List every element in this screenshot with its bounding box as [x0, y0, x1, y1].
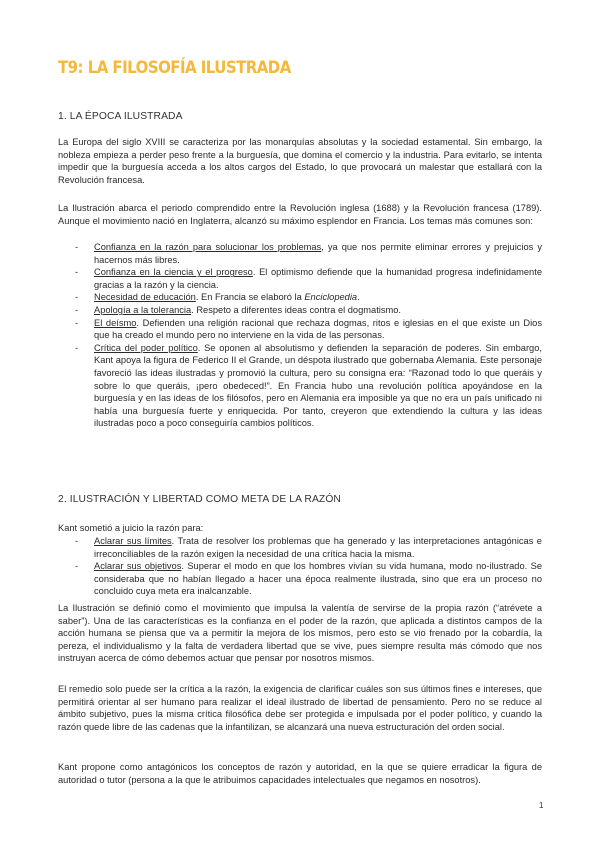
- item-emphasis: Enciclopedia: [304, 292, 358, 303]
- list-item: - Crítica del poder político. Se oponen al absolutismo y defienden la separación de poderes. Sin embargo, Kant apoya la figura de Federico II el Grande, un déspota ilustrado que gobernaba Alemania. Este personaje favoreció las ideas ilustradas y promovió la cultura, pero su consigna era: “Razonad todo lo que queráis y sobre lo que queráis, ¡pero obedeced!”. En Francia hubo una revolución política apoyándose en la burguesía y en las ideas de los filósofos, pero en Alemania era imposible ya que no era un país unificado ni había una burguesía fuerte y enriquecida. Por tanto, creyeron que extendiendo la cultura y las ideas ilustradas poco a poco conseguiría cambios políticos.: [75, 342, 542, 429]
- page-number: 1: [539, 801, 544, 810]
- item-text: . Se oponen al absolutismo y defienden la separación de poderes. Sin embargo, Kant apoya la figura de Federico II el Grande, un déspota ilustrado que gobernaba Alemania. Este personaje favoreció las ideas ilustradas y promovió la cultura, pero su consigna era: “Razonad todo lo que queráis y sobre lo que queráis, ¡pero obedeced!”. En Francia hubo una revolución política apoyándose en la burguesía y en las ideas de los filósofos, pero en Alemania era imposible ya que no era un país unificado ni había una burguesía fuerte y enriquecida. Por tanto, creyeron que extendiendo la cultura y las ideas ilustradas poco a poco conseguiría cambios políticos.: [94, 342, 542, 429]
- list-item: - Apología a la tolerancia. Respeto a diferentes ideas contra el dogmatismo.: [75, 304, 401, 315]
- section-2-paragraph-3: Kant propone como antagónicos los conceptos de razón y autoridad, en la que se quiere erradicar la figura de autoridad o tutor (persona a la que le atribuimos capacidades intelectuales que negamos en nosotros).: [58, 762, 542, 785]
- document-title: T9: LA FILOSOFÍA ILUSTRADA: [58, 58, 291, 78]
- item-text: . Defienden una religión racional que rechaza dogmas, ritos e iglesias en el que existe un Dios que ha creado el mundo pero no interviene en la vida de las personas.: [94, 317, 542, 341]
- item-text: . El optimismo defiende que la humanidad progresa indefinidamente gracias a la razón y la ciencia.: [94, 267, 542, 290]
- section-2-goals-list: [58, 535, 542, 598]
- list-item: - El deísmo. Defienden una religión racional que rechaza dogmas, ritos e iglesias en el que existe un Dios que ha creado el mundo pero no interviene en la vida de las personas.: [75, 317, 542, 341]
- item-text: . En Francia se elaboró la: [195, 292, 305, 303]
- list-item: - Confianza en la razón para solucionar los problemas, ya que nos permite eliminar errores y prejuicios y hacernos más libres.: [75, 242, 542, 265]
- item-term: Crítica del poder político: [94, 342, 198, 353]
- list-item: - Confianza en la ciencia y el progreso. El optimismo defiende que la humanidad progresa indefinidamente gracias a la razón y la ciencia.: [75, 267, 542, 290]
- list-item: - Aclarar sus límites. Trata de resolver los problemas que ha generado y las interpretaciones antagónicas e irreconciliables de la razón exigen la necesidad de una crítica hacia la misma.: [75, 536, 542, 559]
- section-1-paragraph-2: La Ilustración abarca el periodo comprendido entre la Revolución inglesa (1688) y la Revolución francesa (1789). Aunque el movimiento nació en Inglaterra, alcanzó su máximo esplendor en Francia. Los temas más comunes son:: [58, 203, 542, 226]
- item-term: El deísmo: [94, 317, 137, 328]
- list-item: - Necesidad de educación. En Francia se elaboró la Enciclopedia.: [75, 292, 360, 303]
- item-text: . Trata de resolver los problemas que ha generado y las interpretaciones antagónicas e irreconciliables de la razón exigen la necesidad de una crítica hacia la misma.: [94, 536, 542, 559]
- section-1-paragraph-1: La Europa del siglo XVIII se caracteriza por las monarquías absolutas y la sociedad estamental. Sin embargo, la nobleza empieza a perder peso frente a la burguesía, que domina el comercio y la industria. Para evitarlo, se intenta impedir que la burguesía acceda a los altos cargos del Estado, lo que provocará un malestar que estallará con la Revolución francesa.: [58, 137, 542, 185]
- item-term: Aclarar sus objetivos: [94, 561, 182, 572]
- item-text: . Respeto a diferentes ideas contra el dogmatismo.: [191, 304, 401, 315]
- list-item: - Aclarar sus objetivos. Superar el modo en que los hombres vivían su vida humana, modo no-ilustrado. Se consideraba que no habían llegado a hacer una época realmente ilustrada, sino que era un proceso no concluido cuya meta era inalcanzable.: [75, 561, 542, 597]
- section-2-heading: 2. ILUSTRACIÓN Y LIBERTAD COMO META DE LA RAZÓN: [58, 494, 341, 505]
- section-2-paragraph-1: La Ilustración se definió como el movimiento que impulsa la valentía de servirse de la propia razón (“atrévete a saber”). Una de las características es la confianza en el poder de la razón, que aplicada a distintos campos de la acción humana se piensa que va a permitir la mejora de los mismos, pero esto se vio frenado por la cobardía, la pereza, el individualismo y la falta de verdadera libertad que se vive, pues siempre resulta más cómodo que nos instruyan acerca de cómo debemos actuar que pensar por nosotros mismos.: [58, 603, 542, 664]
- section-1-heading: 1. LA ÉPOCA ILUSTRADA: [58, 111, 183, 122]
- item-text-after: .: [357, 292, 360, 303]
- section-1-topics-list: [58, 241, 542, 430]
- item-text: . Superar el modo en que los hombres vivían su vida humana, modo no-ilustrado. Se consideraba que no habían llegado a hacer una época realmente ilustrada, sino que era un proceso no concluido cuya meta era inalcanzable.: [94, 561, 542, 597]
- item-term: Apología a la tolerancia: [94, 304, 192, 315]
- item-term: Confianza en la razón para solucionar los problemas: [94, 242, 322, 252]
- item-term: Confianza en la ciencia y el progreso: [94, 267, 253, 278]
- item-text: , ya que nos permite eliminar errores y prejuicios y hacernos más libres.: [94, 242, 542, 265]
- item-term: Necesidad de educación: [94, 292, 196, 303]
- section-2-paragraph-2: El remedio solo puede ser la crítica a la razón, la exigencia de clarificar cuáles son sus últimos fines e intereses, que permitirá orientar al ser humano para realizar el ideal ilustrado de libertad de pensamiento. Pero no se reduce al ámbito subjetivo, pues la misma crítica filosófica debe ser protegida e impulsada por el poder político, y cuando la razón quede libre de las cadenas que la infantilizan, se alcanzará una nueva estructuración del orden social.: [58, 684, 542, 732]
- item-term: Aclarar sus límites: [94, 536, 172, 546]
- section-2-intro: Kant sometió a juicio la razón para:: [58, 523, 204, 533]
